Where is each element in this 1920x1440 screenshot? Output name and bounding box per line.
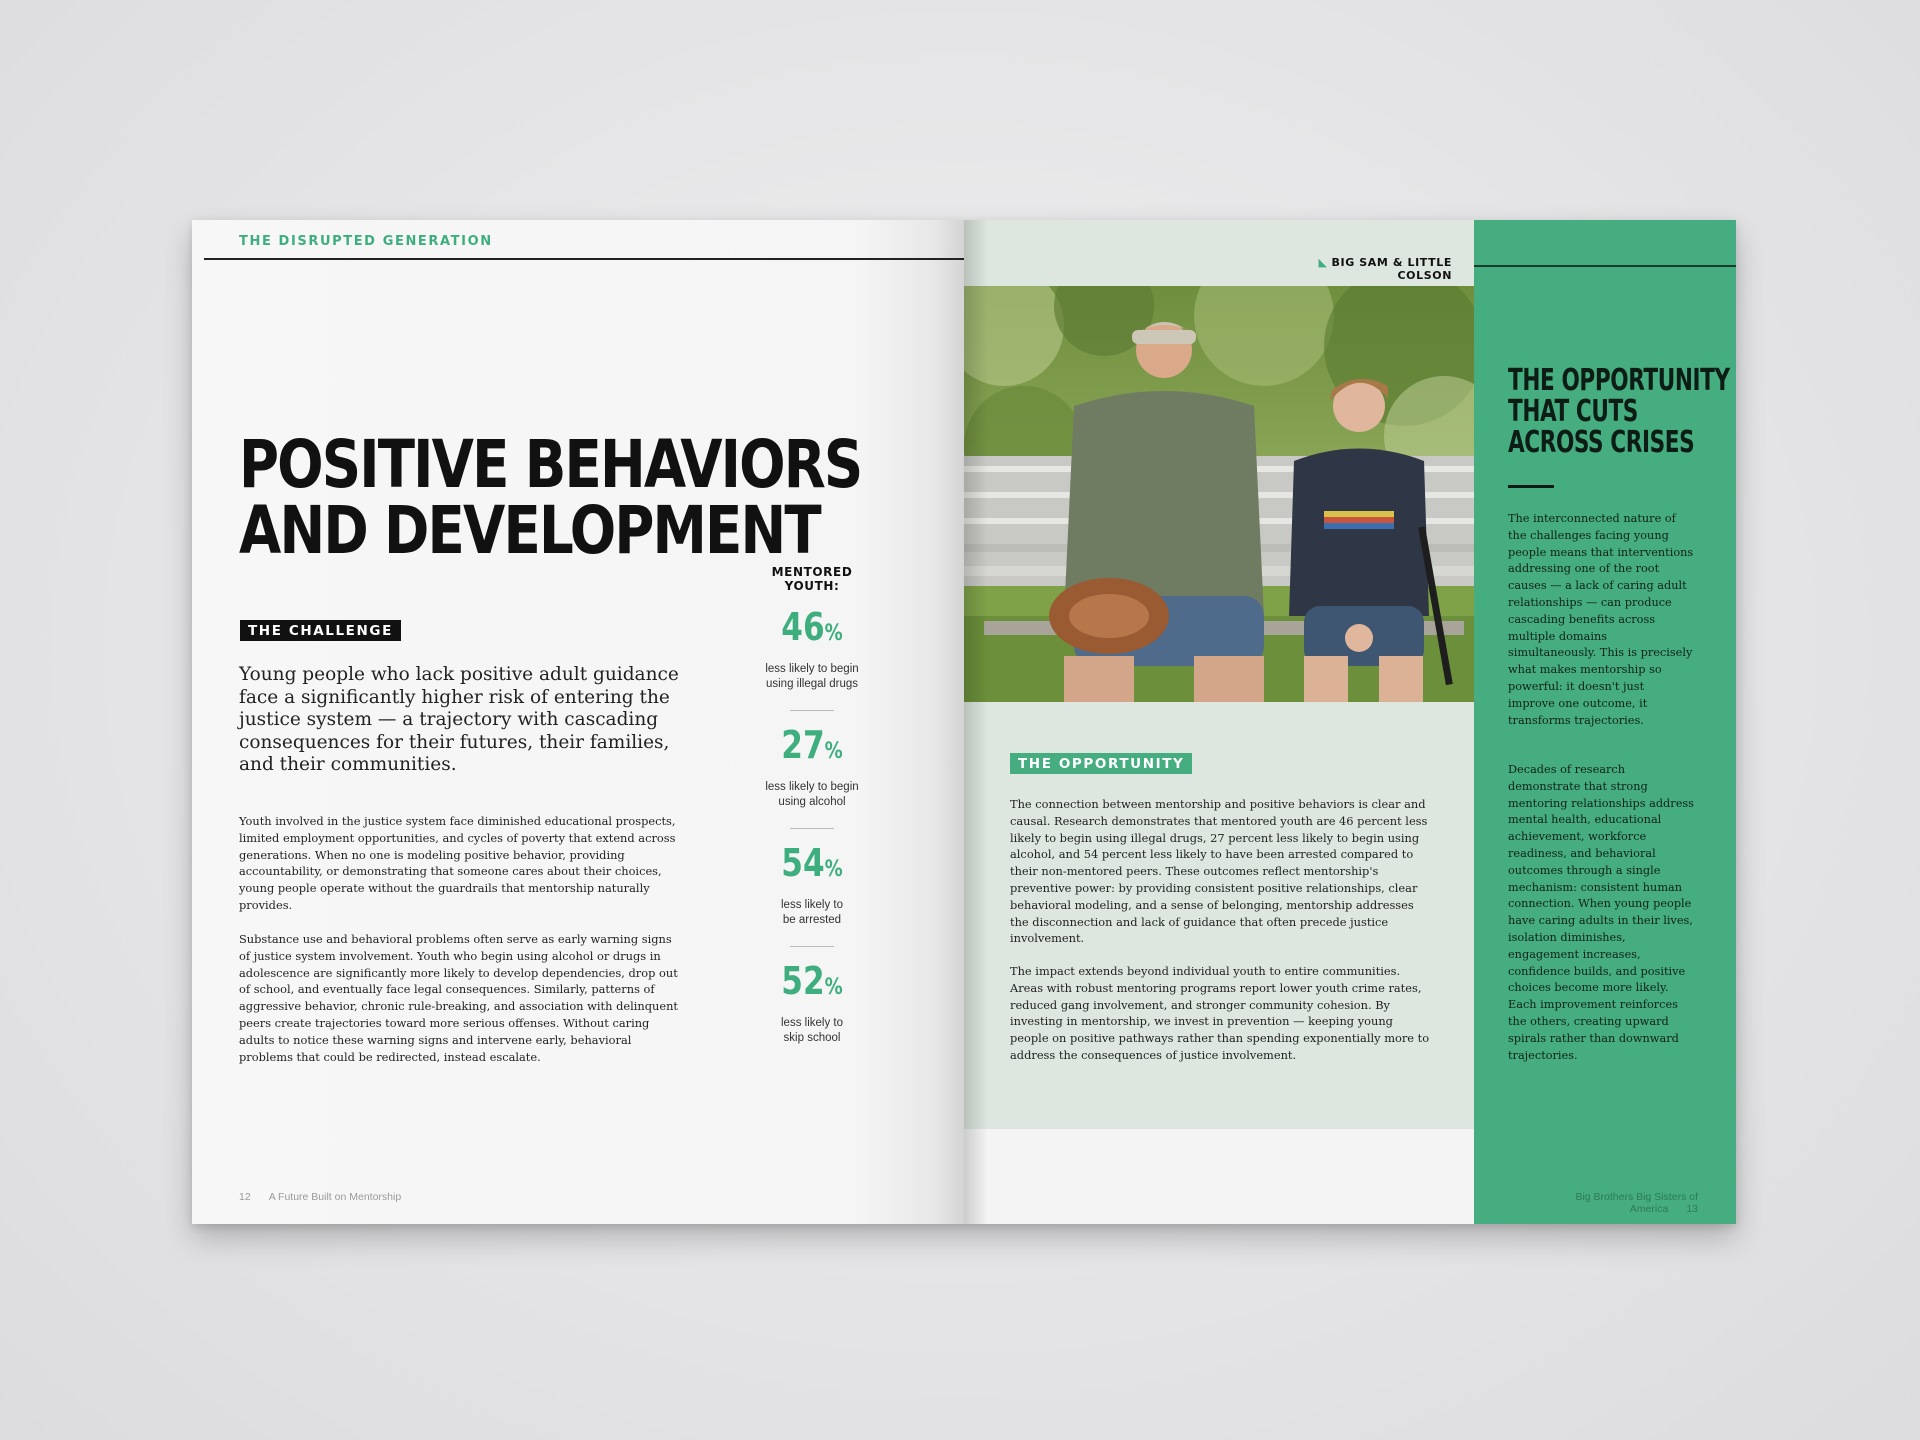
stat-item xyxy=(752,961,872,1046)
photo-caption xyxy=(1264,256,1452,282)
footer-publication-title: A Future Built on Mentorship xyxy=(268,1191,402,1203)
caption-corner-icon: ◣ xyxy=(1318,256,1328,269)
stat-value xyxy=(763,843,861,890)
stat-description xyxy=(752,898,872,928)
stat-desc-line-2: using alcohol xyxy=(778,796,846,808)
opportunity-paragraph-2: The impact extends beyond individual youth to entire communities. Areas with robust mentoring programs report lower youth crime rates, reduced gang involvement, and stronger community cohesion. By investing in mentorship, we invest in prevention — keeping young people on positive pathways rather than spending exponentially more to address the consequences of justice involvement. xyxy=(1010,964,1430,1062)
stat-unit: % xyxy=(824,739,843,764)
sidebar-title-line-1: THE OPPORTUNITY xyxy=(1508,363,1730,398)
stat-item xyxy=(752,843,872,947)
photo-caption-text: BIG SAM & LITTLE COLSON xyxy=(1331,256,1452,282)
stat-number: 46 xyxy=(781,605,825,649)
stat-desc-line-1: less likely to xyxy=(781,899,843,911)
sidebar-header-rule xyxy=(1474,265,1736,267)
body-paragraph-1: Youth involved in the justice system face diminished educational prospects, limited employment opportunities, and cycles of poverty that extend across generations. When no one is modeling positive behavior, providing accountability, or demonstrating that someone cares about their choices, young people operate without the guardrails that mentorship naturally provides. xyxy=(239,814,676,912)
page-title xyxy=(239,426,862,569)
stats-column xyxy=(752,565,872,1046)
mentor-mentee-photo xyxy=(964,286,1474,702)
stat-desc-line-1: less likely to xyxy=(781,1017,843,1029)
stat-unit: % xyxy=(824,621,843,646)
stats-label-line-2: YOUTH: xyxy=(784,579,840,593)
right-footer xyxy=(1508,1191,1698,1215)
left-page xyxy=(192,220,964,1224)
photo-illustration xyxy=(964,286,1474,702)
opportunity-paragraph-1: The connection between mentorship and positive behaviors is clear and causal. Research demonstrates that mentored youth are 46 percent less likely to begin using illegal drugs, 27 percent less likely to begin using alcohol, and 54 percent less likely to have been arrested compared to their non-mentored peers. These outcomes reflect mentorship's preventive power: by providing consistent positive relationships, clear behavioral modeling, and a sense of belonging, mentorship addresses the disconnection and lack of guidance that often precede justice involvement. xyxy=(1010,797,1428,946)
footer-organization: Big Brothers Big Sisters of America xyxy=(1575,1191,1698,1215)
sidebar-title-rule xyxy=(1508,485,1554,488)
stat-desc-line-2: be arrested xyxy=(782,914,842,926)
stats-label xyxy=(752,565,872,593)
stat-description xyxy=(752,1016,872,1046)
stat-value xyxy=(763,725,861,772)
sidebar-title xyxy=(1508,365,1730,458)
stat-description xyxy=(752,780,872,810)
opportunity-tag: THE OPPORTUNITY xyxy=(1010,753,1192,774)
page-number-right: 13 xyxy=(1686,1203,1698,1215)
sidebar-title-line-3: ACROSS CRISES xyxy=(1508,425,1695,460)
stat-value xyxy=(763,961,861,1008)
page-number-left: 12 xyxy=(239,1191,251,1203)
stats-label-line-1: MENTORED xyxy=(771,565,853,579)
stat-divider xyxy=(790,946,834,947)
body-paragraph-2: Substance use and behavioral problems often serve as early warning signs of justice system involvement. Youth who begin using alcohol or drugs in adolescence are significantly more likely to develop dependencies, drop out of school, and eventually face legal consequences. Similarly, patterns of aggressive behavior, chronic rule-breaking, and association with delinquent peers create trajectories toward more serious offenses. Without caring adults to notice these warning signs and intervene early, behavioral problems that could be redirected, instead escalate. xyxy=(239,932,679,1064)
stat-desc-line-1: less likely to begin xyxy=(765,781,859,793)
brochure-spread xyxy=(192,220,1736,1224)
stat-number: 54 xyxy=(781,841,825,885)
stat-item xyxy=(752,607,872,711)
stat-unit: % xyxy=(824,975,843,1000)
stat-unit: % xyxy=(824,857,843,882)
stat-item xyxy=(752,725,872,829)
lede-paragraph: Young people who lack positive adult guidance face a significantly higher risk of entering the justice system — a trajectory with cascading consequences for their futures, their families, and their communities. xyxy=(239,664,679,775)
challenge-tag: THE CHALLENGE xyxy=(240,620,401,641)
stat-number: 52 xyxy=(781,959,825,1003)
stat-desc-line-2: skip school xyxy=(783,1032,841,1044)
right-page xyxy=(964,220,1736,1224)
stat-value xyxy=(763,607,861,654)
title-line-1: POSITIVE BEHAVIORS xyxy=(239,426,862,503)
running-head: THE DISRUPTED GENERATION xyxy=(239,234,493,249)
stat-desc-line-2: using illegal drugs xyxy=(765,678,859,690)
stat-desc-line-1: less likely to begin xyxy=(765,663,859,675)
sidebar-paragraph-2: Decades of research demonstrate that strong mentoring relationships address mental health, educational achievement, workforce readiness, and behavioral outcomes through a single mechanism: consistent human connection. When young people have caring adults in their lives, isolation diminishes, engagement increases, confidence builds, and positive choices become more likely. Each improvement reinforces the others, creating upward spirals rather than downward trajectories. xyxy=(1508,763,1694,1062)
stat-divider xyxy=(790,710,834,711)
sidebar-title-line-2: THAT CUTS xyxy=(1508,394,1638,429)
sidebar-paragraph-1: The interconnected nature of the challenges facing young people means that interventions addressing one of the root causes — a lack of caring adult relationships — can produce cascading benefits across multiple domains simultaneously. This is precisely what makes mentorship so powerful: it doesn't just improve one outcome, it transforms trajectories. xyxy=(1508,512,1694,727)
stat-divider xyxy=(790,828,834,829)
stat-description xyxy=(752,662,872,692)
stat-number: 27 xyxy=(781,723,825,767)
left-footer xyxy=(239,1191,401,1203)
header-rule xyxy=(204,258,964,260)
title-line-2: AND DEVELOPMENT xyxy=(239,492,820,569)
